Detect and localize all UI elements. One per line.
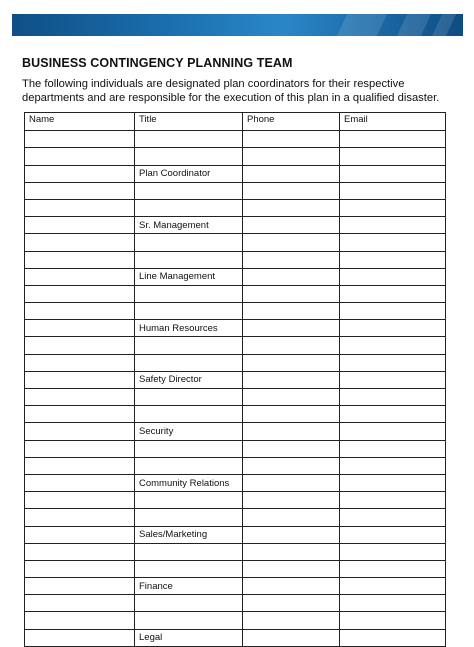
title-cell: [135, 543, 243, 560]
phone-cell[interactable]: [243, 354, 340, 371]
name-cell[interactable]: [25, 612, 135, 629]
title-cell: Community Relations: [135, 474, 243, 491]
table-row: [25, 474, 446, 491]
phone-cell[interactable]: [243, 578, 340, 595]
table-row: [25, 354, 446, 371]
phone-cell[interactable]: [243, 543, 340, 560]
planning-team-table: [24, 112, 446, 647]
phone-cell[interactable]: [243, 148, 340, 165]
title-cell: [135, 285, 243, 302]
table-row: [25, 182, 446, 199]
table-row: [25, 612, 446, 629]
table-row: [25, 560, 446, 577]
name-cell[interactable]: [25, 578, 135, 595]
email-cell[interactable]: [340, 389, 446, 406]
email-cell[interactable]: [340, 217, 446, 234]
phone-cell[interactable]: [243, 234, 340, 251]
phone-cell[interactable]: [243, 182, 340, 199]
title-cell: Plan Coordinator: [135, 165, 243, 182]
email-cell[interactable]: [340, 629, 446, 646]
table-row: [25, 389, 446, 406]
table-row: [25, 509, 446, 526]
phone-cell[interactable]: [243, 560, 340, 577]
table-row: [25, 303, 446, 320]
table-row: [25, 199, 446, 216]
table-row: [25, 371, 446, 388]
title-cell: [135, 131, 243, 148]
phone-cell[interactable]: [243, 440, 340, 457]
name-cell[interactable]: [25, 285, 135, 302]
phone-cell[interactable]: [243, 492, 340, 509]
title-cell: [135, 251, 243, 268]
name-cell[interactable]: [25, 251, 135, 268]
name-cell[interactable]: [25, 371, 135, 388]
title-cell: [135, 595, 243, 612]
name-cell[interactable]: [25, 406, 135, 423]
email-cell[interactable]: [340, 474, 446, 491]
email-cell[interactable]: [340, 251, 446, 268]
email-cell[interactable]: [340, 509, 446, 526]
table-row: [25, 337, 446, 354]
email-cell[interactable]: [340, 165, 446, 182]
name-cell[interactable]: [25, 474, 135, 491]
phone-cell[interactable]: [243, 406, 340, 423]
phone-cell[interactable]: [243, 629, 340, 646]
email-cell[interactable]: [340, 268, 446, 285]
email-cell[interactable]: [340, 595, 446, 612]
phone-cell[interactable]: [243, 303, 340, 320]
name-cell[interactable]: [25, 560, 135, 577]
email-cell[interactable]: [340, 560, 446, 577]
name-cell[interactable]: [25, 389, 135, 406]
title-cell: Sales/Marketing: [135, 526, 243, 543]
table-row: [25, 217, 446, 234]
phone-cell[interactable]: [243, 595, 340, 612]
intro-paragraph: The following individuals are designated plan coordinators for their respective departments and are responsible for the execution of this plan in a qualified disaster.: [22, 78, 440, 104]
phone-cell[interactable]: [243, 131, 340, 148]
name-cell[interactable]: [25, 543, 135, 560]
title-cell: [135, 148, 243, 165]
email-cell[interactable]: [340, 543, 446, 560]
email-cell[interactable]: [340, 320, 446, 337]
email-cell[interactable]: [340, 337, 446, 354]
name-cell[interactable]: [25, 509, 135, 526]
email-cell[interactable]: [340, 578, 446, 595]
name-cell[interactable]: [25, 303, 135, 320]
table-row: [25, 320, 446, 337]
phone-cell[interactable]: [243, 389, 340, 406]
table-row: [25, 457, 446, 474]
email-cell[interactable]: [340, 303, 446, 320]
email-cell[interactable]: [340, 285, 446, 302]
phone-cell[interactable]: [243, 423, 340, 440]
document-title: BUSINESS CONTINGENCY PLANNING TEAM: [22, 56, 293, 70]
phone-cell[interactable]: [243, 371, 340, 388]
phone-cell[interactable]: [243, 474, 340, 491]
table-row: [25, 165, 446, 182]
email-cell[interactable]: [340, 234, 446, 251]
table-row: [25, 440, 446, 457]
phone-cell[interactable]: [243, 337, 340, 354]
title-cell: [135, 457, 243, 474]
name-cell[interactable]: [25, 629, 135, 646]
email-cell[interactable]: [340, 406, 446, 423]
table-row: [25, 543, 446, 560]
email-cell[interactable]: [340, 199, 446, 216]
email-cell[interactable]: [340, 526, 446, 543]
name-cell[interactable]: [25, 234, 135, 251]
name-cell[interactable]: [25, 199, 135, 216]
header-name: Name: [25, 113, 135, 131]
phone-cell[interactable]: [243, 165, 340, 182]
email-cell[interactable]: [340, 131, 446, 148]
table-row: [25, 148, 446, 165]
email-cell[interactable]: [340, 612, 446, 629]
table-row: [25, 285, 446, 302]
phone-cell[interactable]: [243, 268, 340, 285]
title-cell: Legal: [135, 629, 243, 646]
name-cell[interactable]: [25, 131, 135, 148]
phone-cell[interactable]: [243, 217, 340, 234]
header-phone: Phone: [243, 113, 340, 131]
title-cell: [135, 199, 243, 216]
name-cell[interactable]: [25, 165, 135, 182]
name-cell[interactable]: [25, 337, 135, 354]
header-title: Title: [135, 113, 243, 131]
title-cell: Finance: [135, 578, 243, 595]
table-row: [25, 629, 446, 646]
title-cell: [135, 406, 243, 423]
phone-cell[interactable]: [243, 526, 340, 543]
title-cell: [135, 389, 243, 406]
email-cell[interactable]: [340, 371, 446, 388]
title-cell: [135, 440, 243, 457]
name-cell[interactable]: [25, 268, 135, 285]
phone-cell[interactable]: [243, 251, 340, 268]
title-cell: [135, 612, 243, 629]
name-cell[interactable]: [25, 526, 135, 543]
phone-cell[interactable]: [243, 285, 340, 302]
email-cell[interactable]: [340, 457, 446, 474]
email-cell[interactable]: [340, 354, 446, 371]
title-cell: [135, 560, 243, 577]
header-banner: [12, 14, 463, 36]
table-row: [25, 406, 446, 423]
title-cell: Sr. Management: [135, 217, 243, 234]
name-cell[interactable]: [25, 423, 135, 440]
name-cell[interactable]: [25, 148, 135, 165]
name-cell[interactable]: [25, 217, 135, 234]
phone-cell[interactable]: [243, 320, 340, 337]
title-cell: Security: [135, 423, 243, 440]
title-cell: Safety Director: [135, 371, 243, 388]
title-cell: [135, 492, 243, 509]
title-cell: [135, 337, 243, 354]
table-row: [25, 595, 446, 612]
name-cell[interactable]: [25, 354, 135, 371]
title-cell: [135, 234, 243, 251]
name-cell[interactable]: [25, 182, 135, 199]
table-row: [25, 423, 446, 440]
title-cell: Line Management: [135, 268, 243, 285]
name-cell[interactable]: [25, 457, 135, 474]
email-cell[interactable]: [340, 440, 446, 457]
table-row: [25, 526, 446, 543]
phone-cell[interactable]: [243, 457, 340, 474]
email-cell[interactable]: [340, 148, 446, 165]
phone-cell[interactable]: [243, 612, 340, 629]
table-header-row: [25, 113, 446, 131]
name-cell[interactable]: [25, 492, 135, 509]
title-cell: [135, 182, 243, 199]
email-cell[interactable]: [340, 423, 446, 440]
phone-cell[interactable]: [243, 199, 340, 216]
name-cell[interactable]: [25, 320, 135, 337]
name-cell[interactable]: [25, 440, 135, 457]
table-row: [25, 578, 446, 595]
table-row: [25, 251, 446, 268]
title-cell: [135, 354, 243, 371]
table-row: [25, 492, 446, 509]
table-row: [25, 234, 446, 251]
email-cell[interactable]: [340, 182, 446, 199]
title-cell: [135, 303, 243, 320]
title-cell: [135, 509, 243, 526]
email-cell[interactable]: [340, 492, 446, 509]
title-cell: Human Resources: [135, 320, 243, 337]
table-row: [25, 268, 446, 285]
table-row: [25, 131, 446, 148]
header-email: Email: [340, 113, 446, 131]
name-cell[interactable]: [25, 595, 135, 612]
phone-cell[interactable]: [243, 509, 340, 526]
